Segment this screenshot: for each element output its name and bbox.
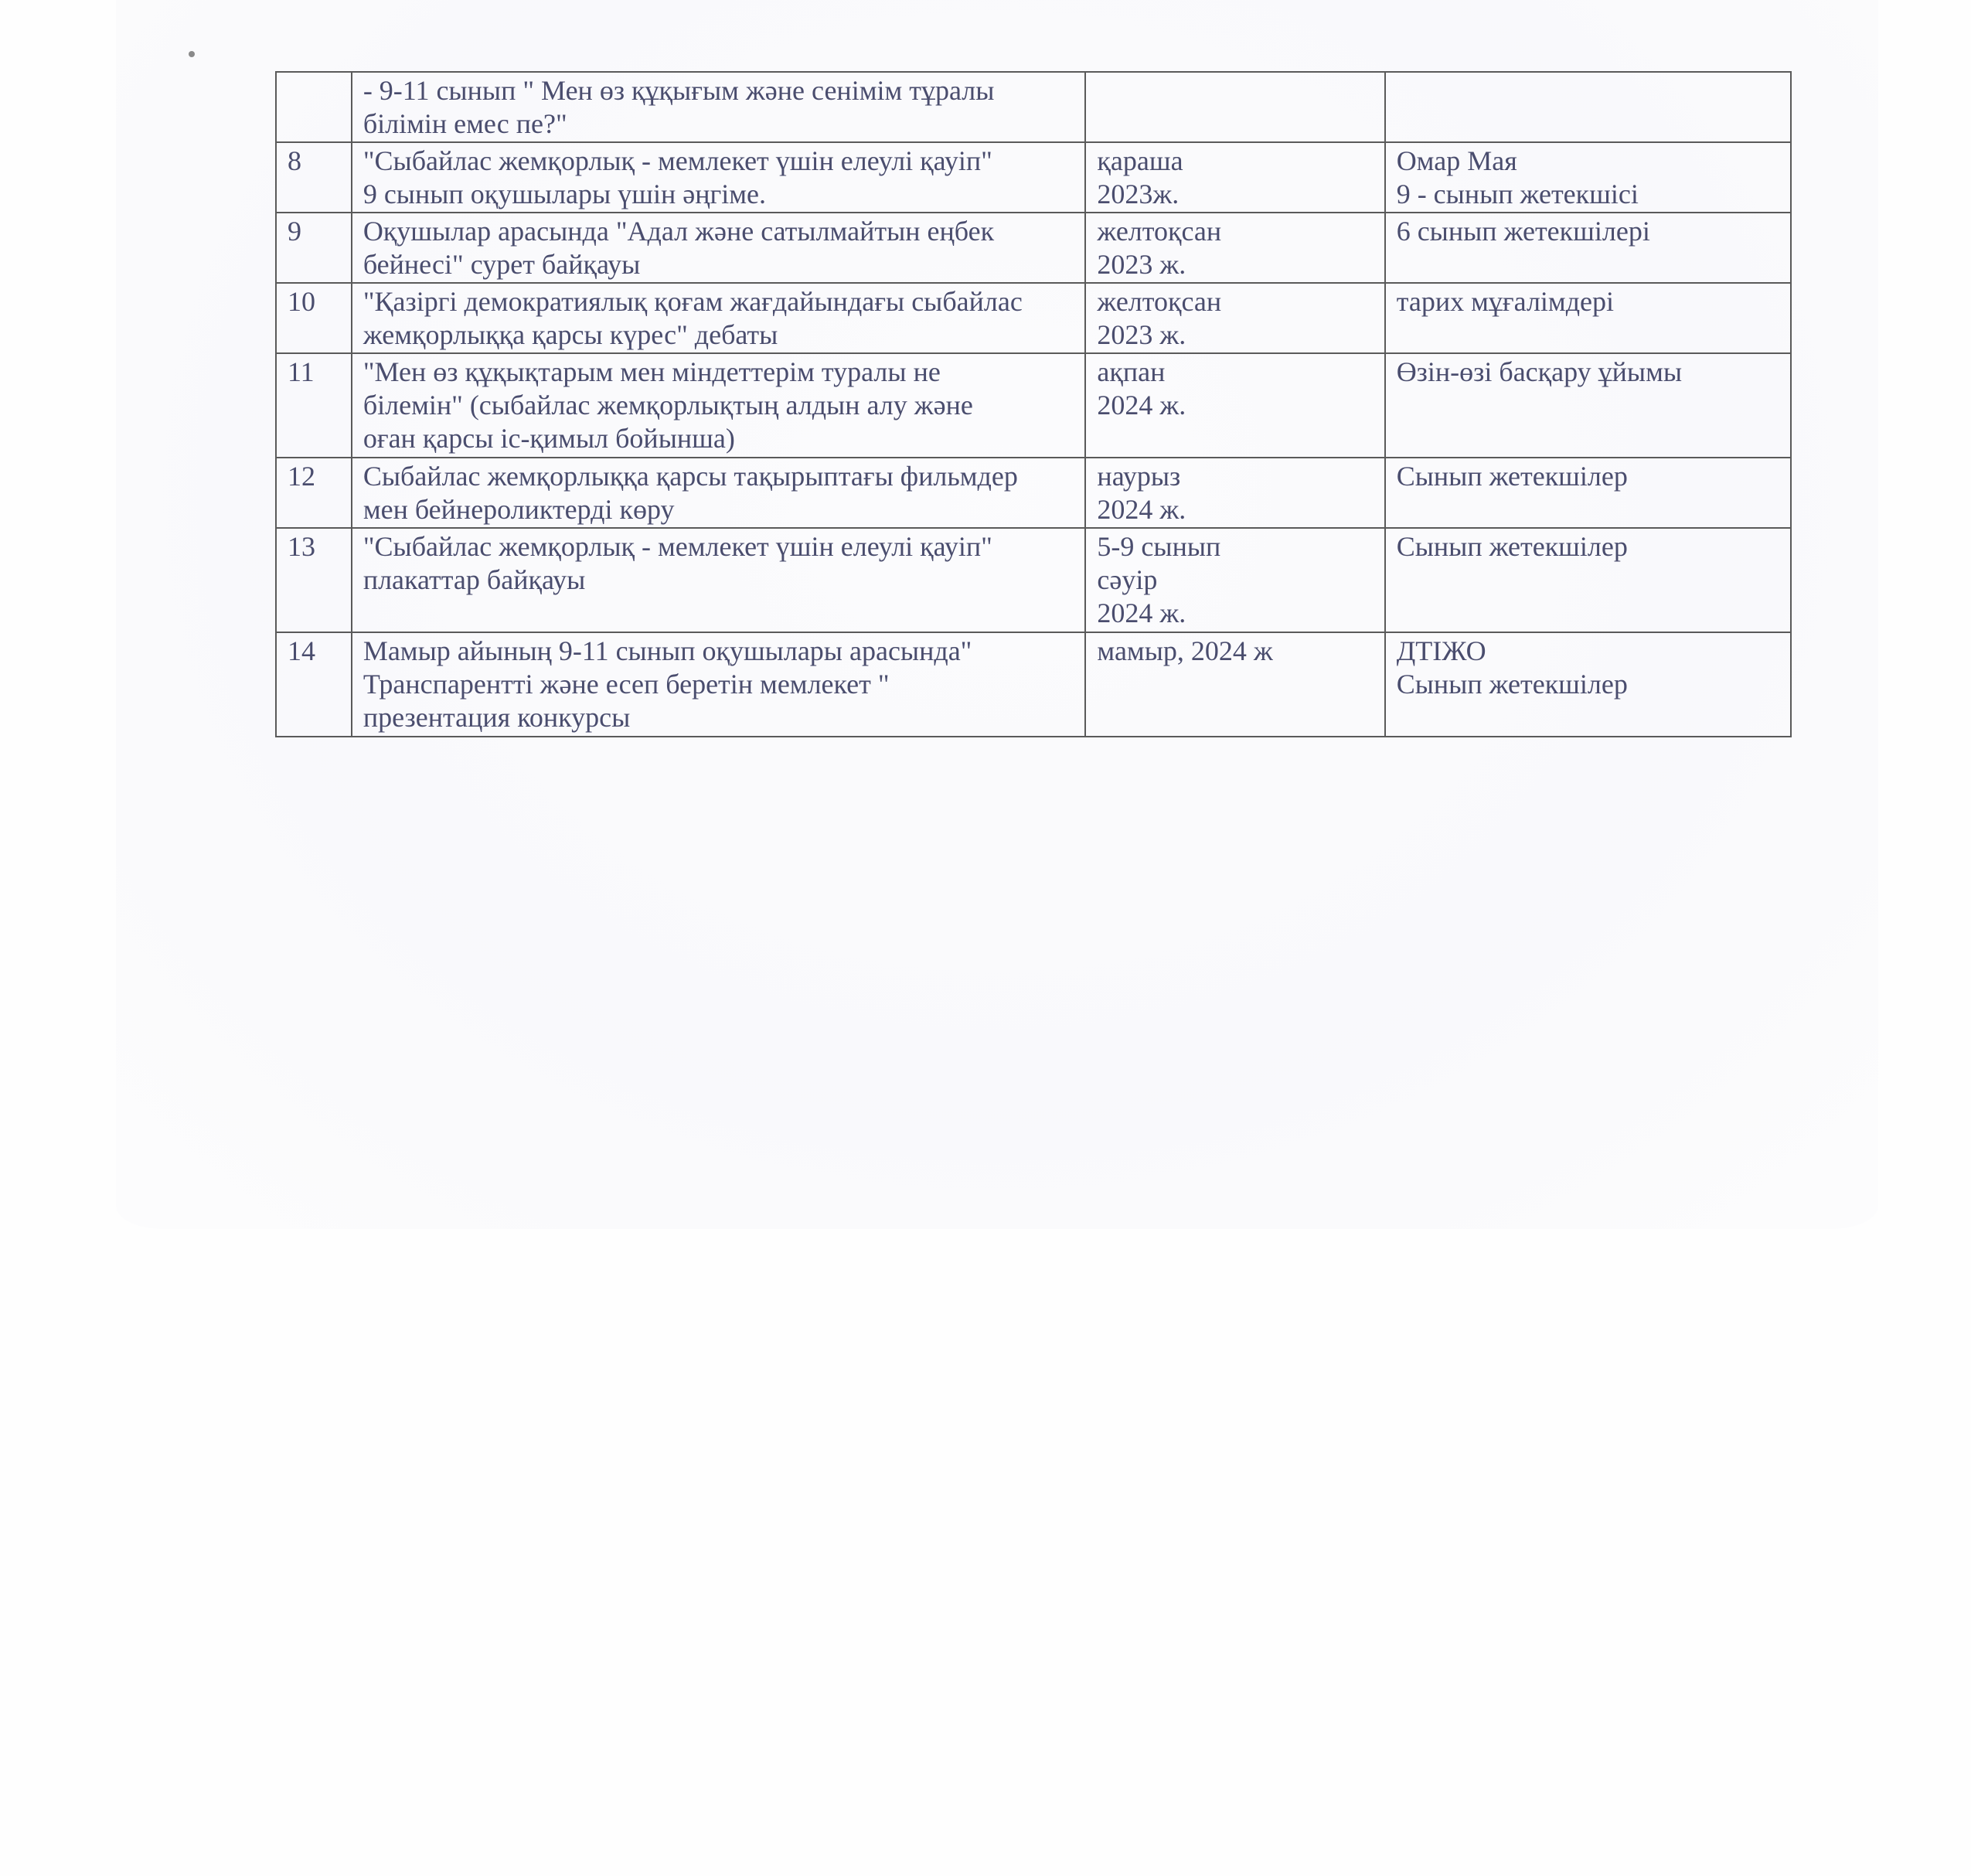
cell-event-line: бейнесі" сурет байқауы	[363, 249, 641, 280]
cell-date-line: 2024 ж.	[1097, 494, 1186, 525]
cell-responsible-line: Омар Мая	[1396, 145, 1517, 176]
scan-speck	[189, 51, 195, 57]
cell-date-line: 5-9 сынып	[1097, 531, 1221, 562]
cell-date	[1085, 213, 1384, 283]
cell-responsible-line: тарих мұғалімдері	[1396, 286, 1614, 317]
cell-event-line: білімін емес пе?"	[363, 108, 567, 139]
cell-responsible	[1385, 142, 1791, 213]
table-row	[276, 213, 1791, 283]
cell-event	[352, 213, 1086, 283]
cell-event-line: 9 сынып оқушылары үшін әңгіме.	[363, 179, 766, 209]
cell-responsible	[1385, 283, 1791, 353]
cell-date	[1085, 632, 1384, 737]
table-row	[276, 72, 1791, 142]
cell-responsible	[1385, 72, 1791, 142]
cell-event	[352, 283, 1086, 353]
cell-number	[276, 72, 352, 142]
cell-date-line: 2024 ж.	[1097, 598, 1186, 628]
event-plan-table	[275, 71, 1792, 737]
cell-date-line: сәуір	[1097, 564, 1158, 595]
cell-number: 10	[276, 283, 352, 353]
cell-date-line: наурыз	[1097, 461, 1181, 492]
cell-responsible	[1385, 353, 1791, 458]
cell-event-line: "Сыбайлас жемқорлық - мемлекет үшін елеулі қауіп"	[363, 145, 992, 176]
table-row	[276, 353, 1791, 458]
cell-event	[352, 72, 1086, 142]
cell-date-line: ақпан	[1097, 356, 1166, 387]
cell-event-line: - 9-11 сынып " Мен өз құқығым және сенімім тұралы	[363, 75, 995, 106]
table-row	[276, 458, 1791, 528]
cell-responsible	[1385, 632, 1791, 737]
cell-event-line: Сыбайлас жемқорлыққа қарсы тақырыптағы фильмдер	[363, 461, 1018, 492]
cell-event-line: Мамыр айының 9-11 сынып оқушылары арасында"	[363, 635, 972, 666]
cell-date-line: мамыр, 2024 ж	[1097, 635, 1273, 666]
cell-event	[352, 142, 1086, 213]
cell-responsible	[1385, 528, 1791, 632]
cell-responsible-line: Өзін-өзі басқару ұйымы	[1396, 356, 1683, 387]
event-plan-table-body	[276, 72, 1791, 737]
cell-event-line: презентация конкурсы	[363, 702, 631, 733]
cell-event-line: "Сыбайлас жемқорлық - мемлекет үшін елеулі қауіп"	[363, 531, 992, 562]
cell-responsible	[1385, 213, 1791, 283]
cell-responsible-line: Сынып жетекшілер	[1396, 669, 1628, 700]
cell-date	[1085, 283, 1384, 353]
table-row	[276, 142, 1791, 213]
cell-date	[1085, 528, 1384, 632]
cell-event-line: Оқушылар арасында "Адал және сатылмайтын еңбек	[363, 216, 995, 247]
cell-responsible-line: 6 сынып жетекшілері	[1396, 216, 1650, 247]
cell-event	[352, 353, 1086, 458]
table-row	[276, 632, 1791, 737]
cell-date-line: 2023 ж.	[1097, 319, 1186, 350]
cell-responsible-line: ДТІЖО	[1396, 635, 1486, 666]
cell-responsible-line: Сынып жетекшілер	[1396, 461, 1628, 492]
cell-number: 8	[276, 142, 352, 213]
cell-event	[352, 458, 1086, 528]
cell-date	[1085, 72, 1384, 142]
cell-number: 9	[276, 213, 352, 283]
cell-date-line: желтоқсан	[1097, 216, 1222, 247]
cell-date-line: желтоқсан	[1097, 286, 1222, 317]
cell-event-line: "Мен өз құқықтарым мен міндеттерім туралы не	[363, 356, 941, 387]
cell-event-line: Транспарентті және есеп беретін мемлекет "	[363, 669, 890, 700]
table-row	[276, 283, 1791, 353]
cell-event-line: "Қазіргі демократиялық қоғам жағдайындағы сыбайлас	[363, 286, 1023, 317]
cell-event-line: плакаттар байқауы	[363, 564, 586, 595]
cell-event-line: білемін" (сыбайлас жемқорлықтың алдын алу және	[363, 390, 973, 420]
cell-responsible	[1385, 458, 1791, 528]
cell-responsible-line: 9 - сынып жетекшісі	[1396, 179, 1639, 209]
cell-date	[1085, 142, 1384, 213]
cell-date-line: 2023ж.	[1097, 179, 1180, 209]
cell-event-line: мен бейнероликтерді көру	[363, 494, 675, 525]
cell-number: 11	[276, 353, 352, 458]
cell-event-line: жемқорлыққа қарсы күрес" дебаты	[363, 319, 778, 350]
cell-event	[352, 528, 1086, 632]
cell-date-line: қараша	[1097, 145, 1183, 176]
cell-number: 14	[276, 632, 352, 737]
cell-event-line: оған қарсы іс-қимыл бойынша)	[363, 423, 735, 454]
cell-date-line: 2024 ж.	[1097, 390, 1186, 420]
cell-date	[1085, 458, 1384, 528]
cell-number: 12	[276, 458, 352, 528]
cell-number: 13	[276, 528, 352, 632]
cell-date-line: 2023 ж.	[1097, 249, 1186, 280]
cell-date	[1085, 353, 1384, 458]
cell-event	[352, 632, 1086, 737]
cell-responsible-line: Сынып жетекшілер	[1396, 531, 1628, 562]
table-row	[276, 528, 1791, 632]
